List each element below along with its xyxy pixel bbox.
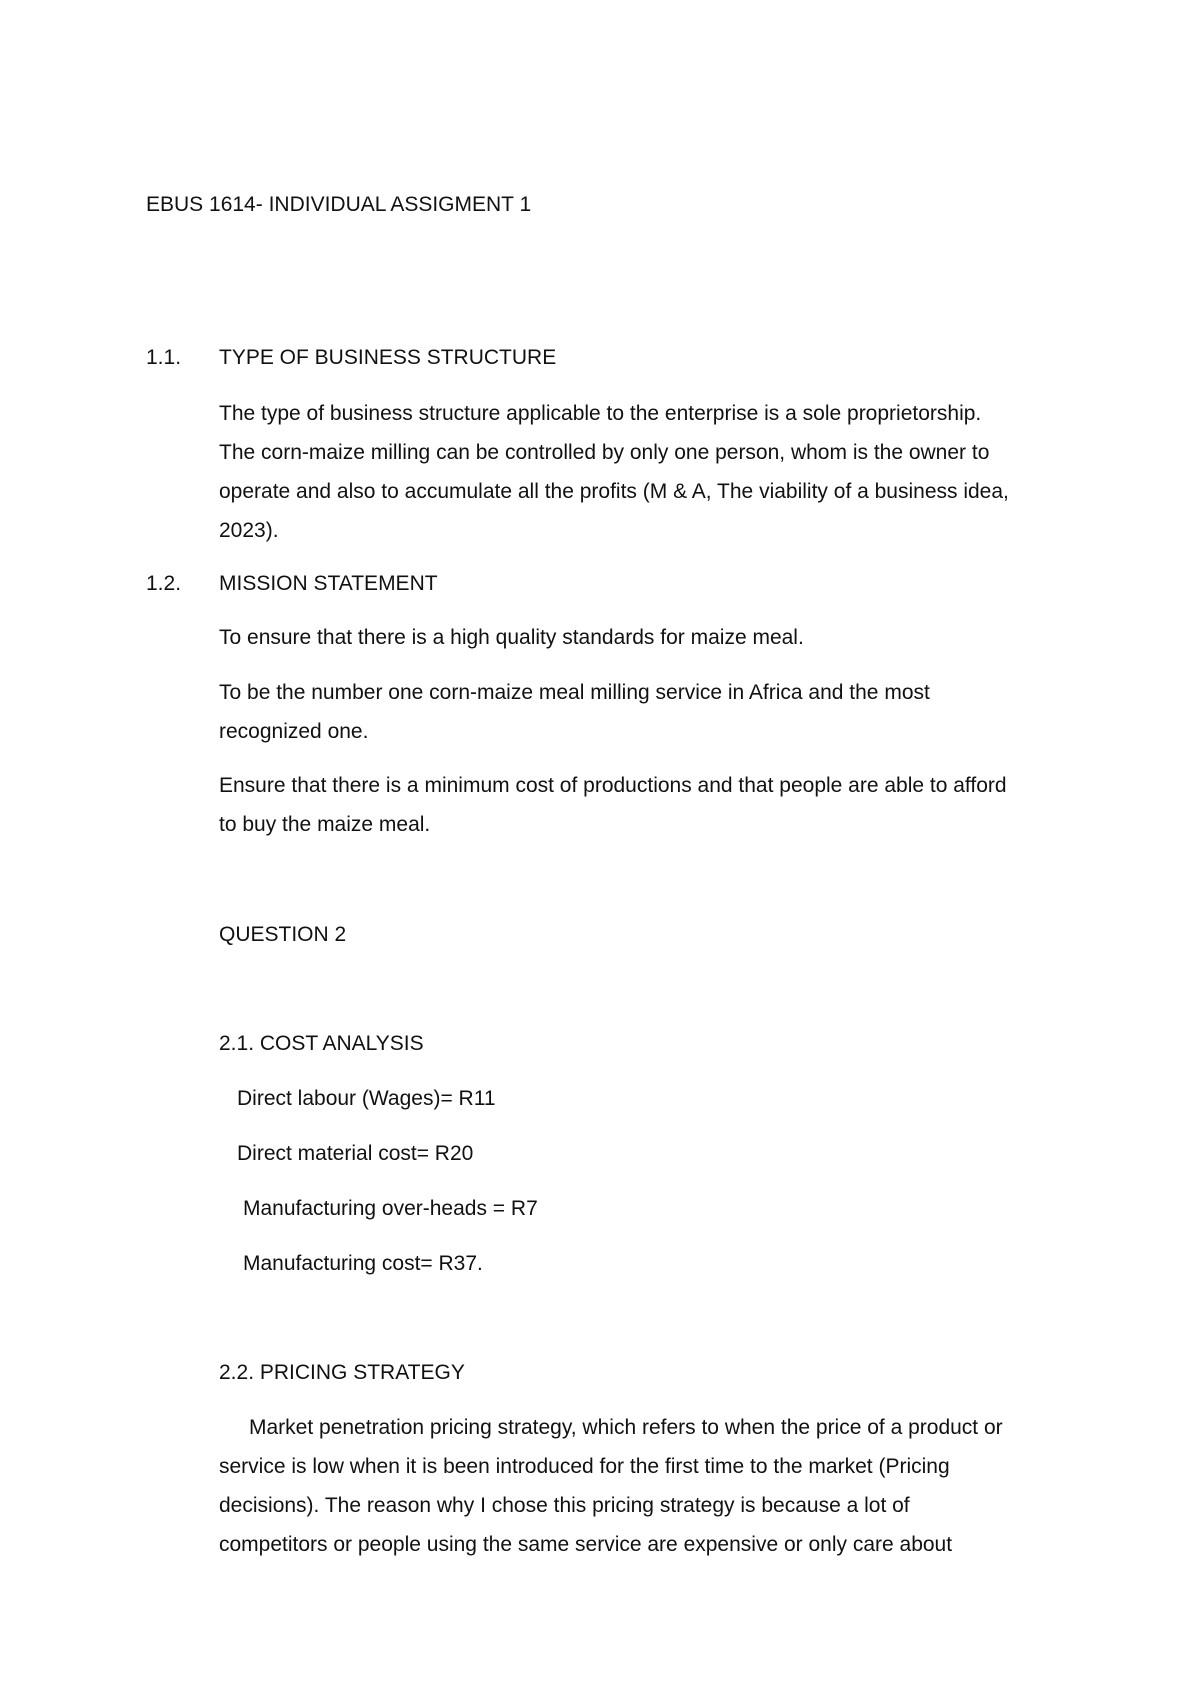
pricing-strategy-line: competitors or people using the same service are expensive or only care about [219, 1533, 953, 1556]
cost-item: Manufacturing cost= R37. [243, 1252, 483, 1275]
pricing-strategy-line: service is low when it is been introduced for the first time to the market (Pricing [219, 1455, 950, 1478]
mission-paragraph-1: To ensure that there is a high quality standards for maize meal. [219, 626, 804, 649]
mission-paragraph-3-line: Ensure that there is a minimum cost of productions and that people are able to afford [219, 774, 1007, 797]
cost-item: Direct material cost= R20 [237, 1142, 474, 1165]
section-1-2-number: 1.2. [146, 572, 182, 595]
cost-item: Direct labour (Wages)= R11 [237, 1087, 496, 1110]
question-2-heading: QUESTION 2 [219, 923, 347, 946]
cost-item: Manufacturing over-heads = R7 [243, 1197, 538, 1220]
pricing-strategy-line: Market penetration pricing strategy, which refers to when the price of a product or [249, 1416, 1003, 1439]
section-1-1-line: 2023). [219, 519, 279, 542]
mission-paragraph-2-line: recognized one. [219, 720, 369, 743]
section-1-2-heading: MISSION STATEMENT [219, 572, 438, 595]
mission-paragraph-2-line: To be the number one corn-maize meal milling service in Africa and the most [219, 681, 930, 704]
section-1-1-line: operate and also to accumulate all the profits (M & A, The viability of a business idea, [219, 480, 1009, 503]
section-2-1-heading: 2.1. COST ANALYSIS [219, 1032, 424, 1055]
pricing-strategy-line: decisions). The reason why I chose this pricing strategy is because a lot of [219, 1494, 910, 1517]
mission-paragraph-3-line: to buy the maize meal. [219, 813, 431, 836]
section-2-2-heading: 2.2. PRICING STRATEGY [219, 1361, 465, 1384]
section-1-1-line: The type of business structure applicable to the enterprise is a sole proprietorship. [219, 402, 982, 425]
section-1-1-line: The corn-maize milling can be controlled by only one person, whom is the owner to [219, 441, 990, 464]
section-1-1-number: 1.1. [146, 346, 182, 369]
document-title: EBUS 1614- INDIVIDUAL ASSIGMENT 1 [146, 193, 532, 216]
section-1-1-heading: TYPE OF BUSINESS STRUCTURE [219, 346, 557, 369]
